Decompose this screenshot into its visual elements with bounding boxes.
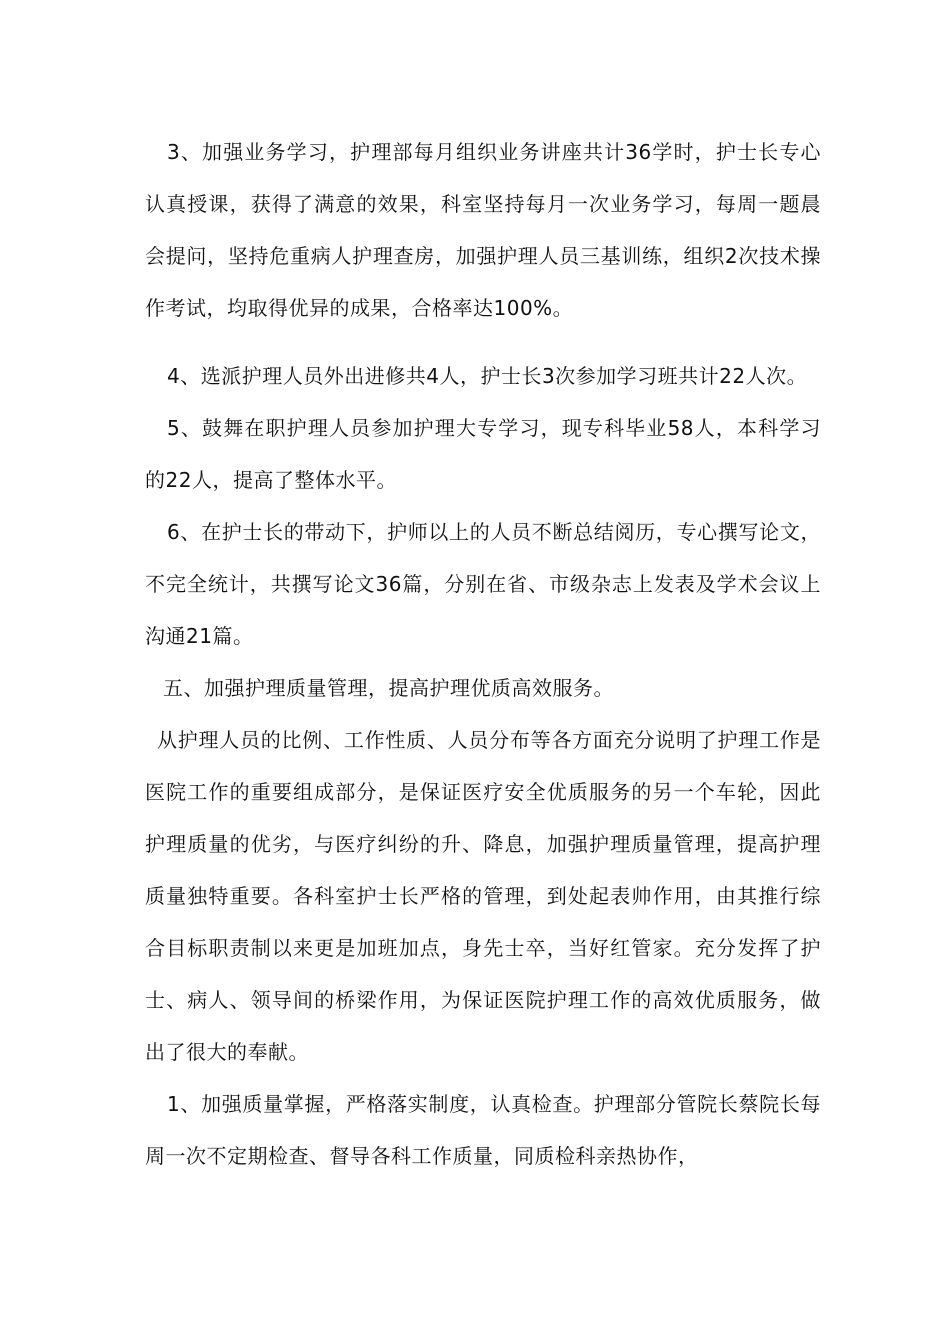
paragraph-item-6: 6、在护士长的带动下，护师以上的人员不断总结阅历，专心撰写论文，不完全统计，共撰写论文36篇，分别在省、市级杂志上发表及学术会议上沟通21篇。 — [145, 520, 821, 648]
paragraph-item-1: 1、加强质量掌握，严格落实制度，认真检查。护理部分管院长蔡院长每周一次不定期检查、督导各科工作质量，同质检科亲热协作， — [145, 1092, 821, 1168]
document-body — [145, 126, 821, 1182]
section-heading-5: 五、加强护理质量管理，提高护理优质高效服务。 — [163, 676, 614, 700]
paragraph-item-5: 5、鼓舞在职护理人员参加护理大专学习，现专科毕业58人，本科学习的22人，提高了整体水平。 — [145, 416, 821, 492]
paragraph-item-4: 4、选派护理人员外出进修共4人，护士长3次参加学习班共计22人次。 — [167, 364, 808, 388]
paragraph-body: 从护理人员的比例、工作性质、人员分布等各方面充分说明了护理工作是医院工作的重要组成部分，是保证医疗安全优质服务的另一个车轮，因此护理质量的优劣，与医疗纠纷的升、降息，加强护理质量管理，提高护理质量独特重要。各科室护士长严格的管理，到处起表帅作用，由其推行综合目标职责制以来更是加班加点，身先士卒，当好红管家。充分发挥了护士、病人、领导间的桥梁作用，为保证医院护理工作的高效优质服务，做出了很大的奉献。 — [145, 728, 821, 1064]
paragraph-item-3: 3、加强业务学习，护理部每月组织业务讲座共计36学时，护士长专心认真授课，获得了满意的效果，科室坚持每月一次业务学习，每周一题晨会提问，坚持危重病人护理查房，加强护理人员三基训练，组织2次技术操作考试，均取得优异的成果，合格率达100%。 — [145, 140, 821, 320]
